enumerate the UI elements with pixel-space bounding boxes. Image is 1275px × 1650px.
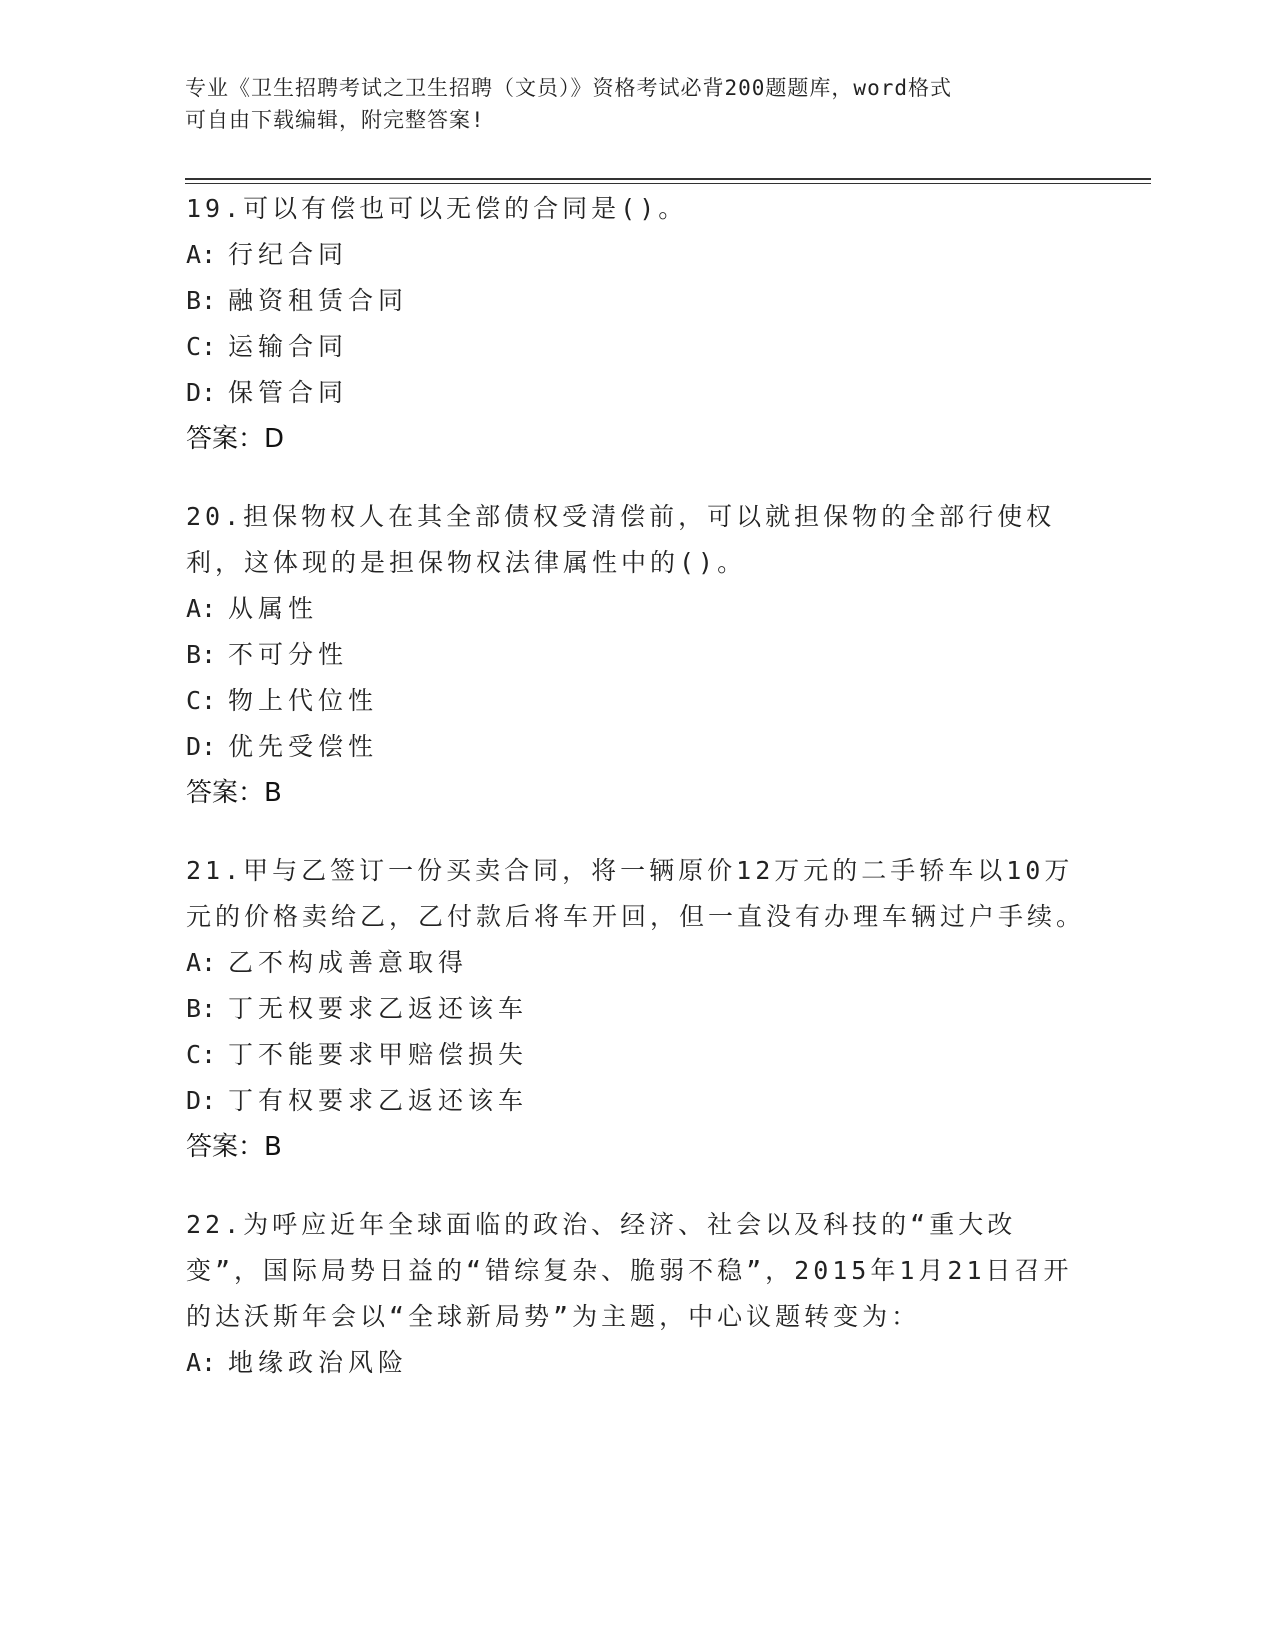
option-text: 从属性	[228, 594, 319, 623]
option-c	[186, 678, 1086, 724]
option-a	[186, 1340, 1086, 1386]
question-text	[186, 186, 1086, 232]
option-letter: A:	[186, 594, 217, 623]
option-a	[186, 586, 1086, 632]
option-text: 物上代位性	[228, 686, 379, 715]
header-divider-thick	[185, 178, 1151, 180]
option-c	[186, 324, 1086, 370]
question-number: 21.	[186, 856, 244, 885]
option-letter: B:	[186, 994, 217, 1023]
answer-line: 答案：B	[186, 1132, 282, 1162]
question-text	[186, 494, 1086, 586]
option-letter: A:	[186, 240, 217, 269]
question-21	[186, 848, 1086, 1170]
option-d	[186, 724, 1086, 770]
question-body: 甲与乙签订一份买卖合同，将一辆原价12万元的二手轿车以10万元的价格卖给乙，乙付款后将车开回，但一直没有办理车辆过户手续。	[186, 856, 1086, 931]
answer-line: 答案：B	[186, 778, 282, 808]
question-22	[186, 1202, 1086, 1386]
option-letter: D:	[186, 1086, 217, 1115]
question-19	[186, 186, 1086, 462]
question-20	[186, 494, 1086, 816]
option-text: 地缘政治风险	[228, 1348, 409, 1377]
option-text: 行纪合同	[228, 240, 349, 269]
option-text: 丁有权要求乙返还该车	[228, 1086, 529, 1115]
question-number: 22.	[186, 1210, 244, 1239]
question-body: 可以有偿也可以无偿的合同是()。	[243, 194, 688, 223]
header-divider-thin	[185, 183, 1151, 184]
question-number: 20.	[186, 502, 244, 531]
option-letter: B:	[186, 640, 217, 669]
option-letter: B:	[186, 286, 217, 315]
option-b	[186, 278, 1086, 324]
question-text	[186, 1202, 1086, 1340]
option-letter: C:	[186, 686, 217, 715]
option-text: 运输合同	[228, 332, 349, 361]
question-body: 为呼应近年全球面临的政治、经济、社会以及科技的“重大改变”，国际局势日益的“错综复杂、脆弱不稳”，2015年1月21日召开的达沃斯年会以“全球新局势”为主题，中心议题转变为：	[186, 1210, 1073, 1331]
option-text: 不可分性	[228, 640, 349, 669]
option-d	[186, 1078, 1086, 1124]
document-header	[185, 72, 1065, 136]
option-letter: C:	[186, 1040, 217, 1069]
option-text: 丁不能要求甲赔偿损失	[228, 1040, 529, 1069]
header-line-2: 可自由下载编辑，附完整答案!	[185, 108, 485, 132]
option-text: 保管合同	[228, 378, 349, 407]
answer-line: 答案：D	[186, 424, 285, 454]
option-letter: A:	[186, 948, 217, 977]
question-number: 19.	[186, 194, 244, 223]
option-d	[186, 370, 1086, 416]
option-b	[186, 632, 1086, 678]
question-text	[186, 848, 1086, 940]
option-a	[186, 940, 1086, 986]
option-text: 丁无权要求乙返还该车	[228, 994, 529, 1023]
option-text: 乙不构成善意取得	[228, 948, 469, 977]
header-line-1: 专业《卫生招聘考试之卫生招聘（文员）》资格考试必背200题题库，word格式	[185, 76, 952, 100]
option-text: 融资租赁合同	[228, 286, 409, 315]
option-a	[186, 232, 1086, 278]
option-b	[186, 986, 1086, 1032]
option-text: 优先受偿性	[228, 732, 379, 761]
option-letter: D:	[186, 378, 217, 407]
option-c	[186, 1032, 1086, 1078]
question-body: 担保物权人在其全部债权受清偿前，可以就担保物的全部行使权利，这体现的是担保物权法律属性中的()。	[186, 502, 1056, 577]
option-letter: A:	[186, 1348, 217, 1377]
question-list	[186, 186, 1086, 1418]
option-letter: D:	[186, 732, 217, 761]
option-letter: C:	[186, 332, 217, 361]
